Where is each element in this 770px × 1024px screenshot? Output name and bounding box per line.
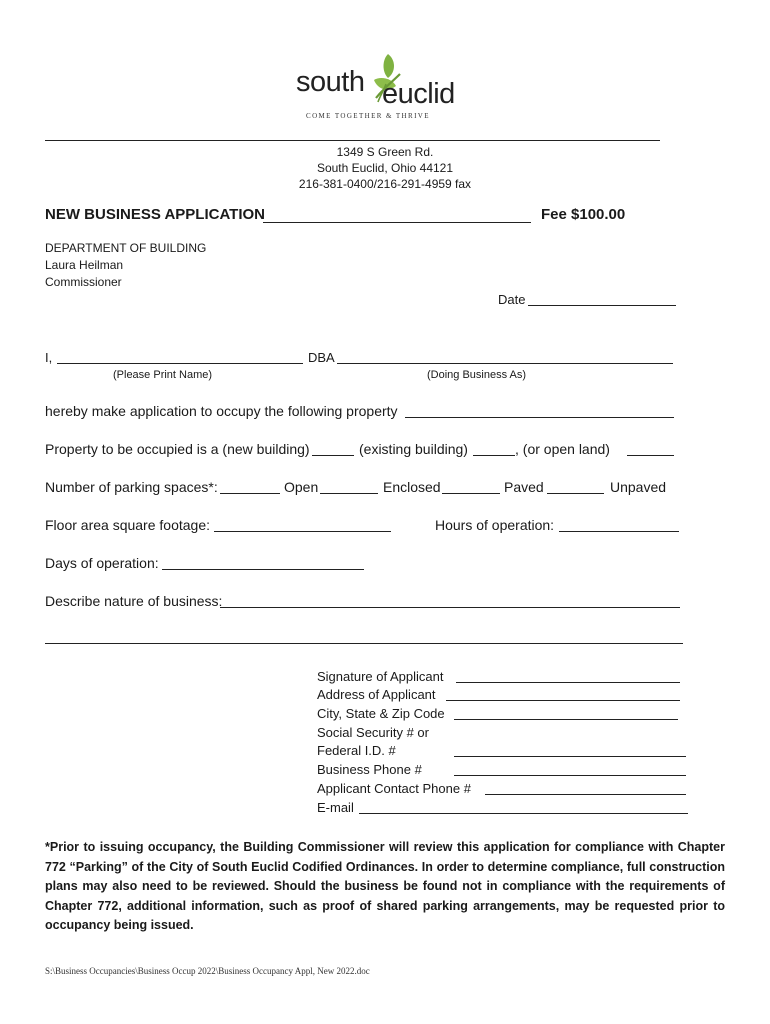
- print-name-hint: (Please Print Name): [113, 369, 213, 381]
- federal-id-label: Federal I.D. #: [317, 743, 396, 758]
- hours-field[interactable]: [559, 519, 679, 532]
- city-state-zip-label: City, State & Zip Code: [317, 706, 445, 721]
- date-field[interactable]: [528, 293, 676, 306]
- days-label: Days of operation:: [45, 555, 159, 571]
- parking-label: Number of parking spaces*:: [45, 479, 218, 495]
- ssn-label: Social Security # or: [317, 725, 429, 740]
- city-state-zip-field[interactable]: [454, 707, 678, 720]
- dba-hint: (Doing Business As): [427, 369, 527, 381]
- contact-phone-field[interactable]: [485, 782, 686, 795]
- days-field[interactable]: [162, 557, 364, 570]
- hereby-label: hereby make application to occupy the following property: [45, 403, 398, 419]
- new-building-field[interactable]: [312, 443, 354, 456]
- nature-label: Describe nature of business:: [45, 593, 223, 609]
- parking-enclosed-label: Enclosed: [383, 479, 441, 495]
- logo-word-euclid: euclid: [382, 78, 455, 110]
- header-divider: [45, 140, 660, 141]
- nature-field-line1[interactable]: [220, 595, 680, 608]
- parking-unpaved-label: Unpaved: [610, 479, 667, 495]
- dba-field[interactable]: [337, 351, 673, 364]
- email-label: E-mail: [317, 800, 354, 815]
- floor-area-label: Floor area square footage:: [45, 517, 210, 533]
- parking-paved-label: Paved: [504, 479, 544, 495]
- fee-label: Fee $100.00: [541, 206, 626, 223]
- dba-label: DBA: [308, 350, 335, 365]
- business-phone-label: Business Phone #: [317, 762, 422, 777]
- logo-tagline: COME TOGETHER & THRIVE: [306, 112, 430, 120]
- applicant-name-field[interactable]: [57, 351, 303, 364]
- existing-building-label: (existing building): [359, 441, 468, 457]
- title-underline: [263, 222, 531, 223]
- parking-open-field[interactable]: [220, 481, 280, 494]
- hours-label: Hours of operation:: [435, 517, 555, 533]
- open-land-field[interactable]: [627, 443, 674, 456]
- page-title: NEW BUSINESS APPLICATION: [45, 206, 266, 223]
- parking-paved-field[interactable]: [442, 481, 500, 494]
- business-phone-field[interactable]: [454, 763, 686, 776]
- i-label: I,: [45, 350, 53, 365]
- parking-enclosed-field[interactable]: [320, 481, 378, 494]
- compliance-note: *Prior to issuing occupancy, the Building Commissioner will review this application for compliance with Chapter 772 “Parking” of the City of South Euclid Codified Ordinances. In order to determine compliance, full construction plans may also need to be reviewed. Should the business be found not in compliance with the requirements of Chapter 772, additional information, such as proof of shared parking arrangements, may be requested prior to occupancy being issued.: [45, 840, 725, 932]
- floor-area-field[interactable]: [214, 519, 391, 532]
- parking-open-label: Open: [284, 479, 319, 495]
- commissioner-title: Commissioner: [45, 275, 122, 289]
- signature-label: Signature of Applicant: [317, 669, 444, 684]
- parking-unpaved-field[interactable]: [547, 481, 604, 494]
- address-applicant-label: Address of Applicant: [317, 687, 436, 702]
- existing-building-field[interactable]: [473, 443, 515, 456]
- city-logo: [296, 52, 476, 124]
- department-name: DEPARTMENT OF BUILDING: [45, 241, 207, 255]
- signature-field[interactable]: [456, 670, 680, 683]
- federal-id-field[interactable]: [454, 744, 686, 757]
- date-label: Date: [498, 292, 526, 307]
- property-type-label: Property to be occupied is a (new building): [45, 441, 310, 457]
- commissioner-name: Laura Heilman: [45, 258, 124, 272]
- file-path-footer: S:\Business Occupancies\Business Occup 2022\Business Occupancy Appl, New 2022.doc: [45, 966, 370, 976]
- address-phones: 216-381-0400/216-291-4959 fax: [298, 177, 472, 191]
- address-city: South Euclid, Ohio 44121: [316, 161, 454, 175]
- email-field[interactable]: [359, 801, 688, 814]
- open-land-label: , (or open land): [515, 441, 610, 457]
- property-address-field[interactable]: [405, 405, 674, 418]
- address-street: 1349 S Green Rd.: [336, 145, 434, 159]
- address-applicant-field[interactable]: [446, 688, 680, 701]
- contact-phone-label: Applicant Contact Phone #: [317, 781, 471, 796]
- logo-word-south: south: [296, 66, 365, 98]
- nature-field-line2[interactable]: [45, 643, 683, 644]
